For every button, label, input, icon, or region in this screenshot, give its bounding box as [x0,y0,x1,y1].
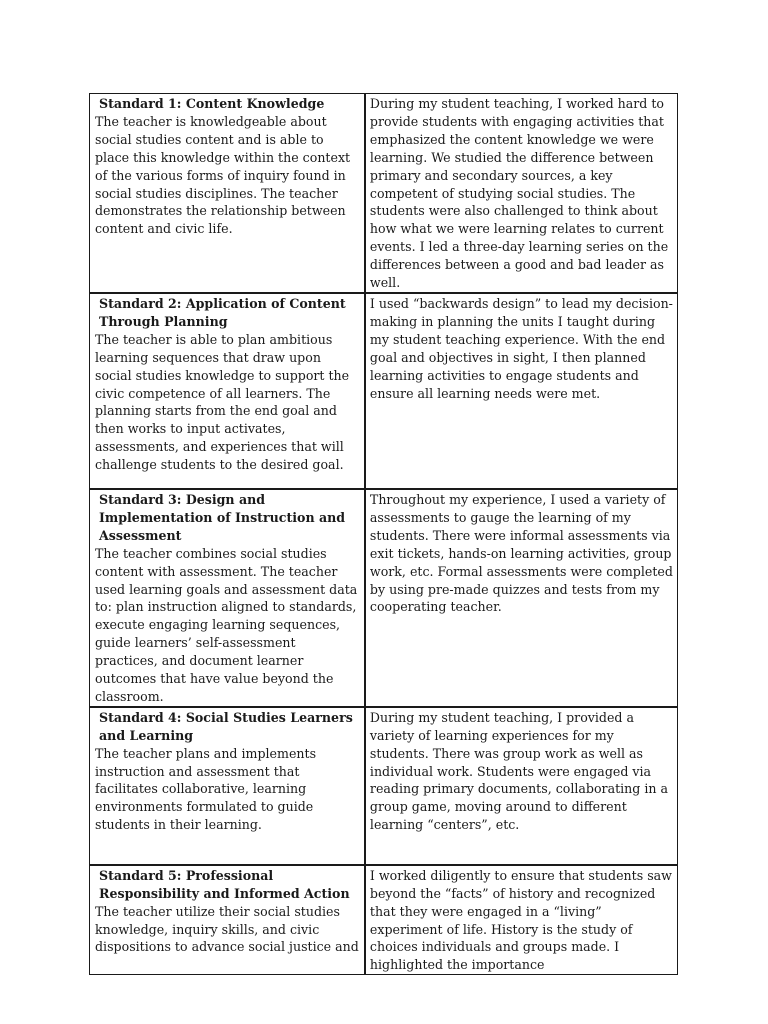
reflection-text: Throughout my experience, I used a variety of assessments to gauge the learning of my students. There were informal assessments via exit tickets, hands-on learning activities, group work, etc. Formal assessments were completed by using pre-made quizzes and tests from my cooperating teacher. [369,491,673,615]
standard-title: Standard 1: Content Knowledge [99,96,325,111]
table-row [89,93,678,293]
reflection-cell [365,865,678,975]
reflection-cell [365,293,678,489]
table-row [89,865,678,975]
standard-title: Standard 4: Social Studies Learners and Learning [99,709,353,743]
reflection-text: I used “backwards design” to lead my decision-making in planning the units I taught during my student teaching experience. With the end goal and objectives in sight, I then planned learning activities to engage students and ensure all learning needs were met. [369,295,673,401]
table-row [89,707,678,865]
reflection-cell [365,707,678,865]
standard-description: The teacher is able to plan ambitious learning sequences that draw upon social studies knowledge to support the civic competence of all learners. The planning starts from the end goal and then works to input activates, assessments, and experiences that will challenge students to the desired goal. [95,331,350,473]
standard-description: The teacher is knowledgeable about social studies content and is able to place this knowledge within the context of the various forms of inquiry found in social studies disciplines. The teacher demonstrates the relationship between content and civic life. [95,113,351,237]
standard-description: The teacher combines social studies content with assessment. The teacher used learning goals and assessment data to: plan instruction aligned to standards, execute engaging learning sequences, guide learners’ self-assessment practices, and document learner outcomes that have value beyond the classroom. [95,545,358,704]
standard-title: Standard 2: Application of Content Through Planning [99,295,346,329]
standard-cell [89,293,365,489]
standard-cell [89,489,365,707]
table-row [89,293,678,489]
reflection-cell [365,489,678,707]
standard-description: The teacher utilize their social studies knowledge, inquiry skills, and civic dispositions to advance social justice and [95,903,359,955]
standard-description: The teacher plans and implements instruction and assessment that facilitates collaborative, learning environments formulated to guide students in their learning. [95,745,317,833]
standard-cell [89,707,365,865]
reflection-text: During my student teaching, I provided a variety of learning experiences for my students. There was group work as well as individual work. Students were engaged via reading primary documents, collaborating in a group game, moving around to different learning “centers”, etc. [369,709,668,833]
standard-title: Standard 5: Professional Responsibility and Informed Action [99,867,350,901]
standard-cell [89,93,365,293]
standard-cell [89,865,365,975]
reflection-cell [365,93,678,293]
reflection-text: I worked diligently to ensure that students saw beyond the “facts” of history and recognized that they were engaged in a “living” experiment of life. History is the study of choices individuals and groups made. I highlighted the importance [369,867,672,973]
reflection-text: During my student teaching, I worked hard to provide students with engaging activities that emphasized the content knowledge we were learning. We studied the difference between primary and secondary sources, a key competent of studying social studies. The students were also challenged to think about how what we were learning relates to current events. I led a three-day learning series on the differences between a good and bad leader as well. [369,96,669,291]
standard-title: Standard 3: Design and Implementation of Instruction and Assessment [99,491,346,543]
standards-table [89,93,678,975]
table-row [89,489,678,707]
